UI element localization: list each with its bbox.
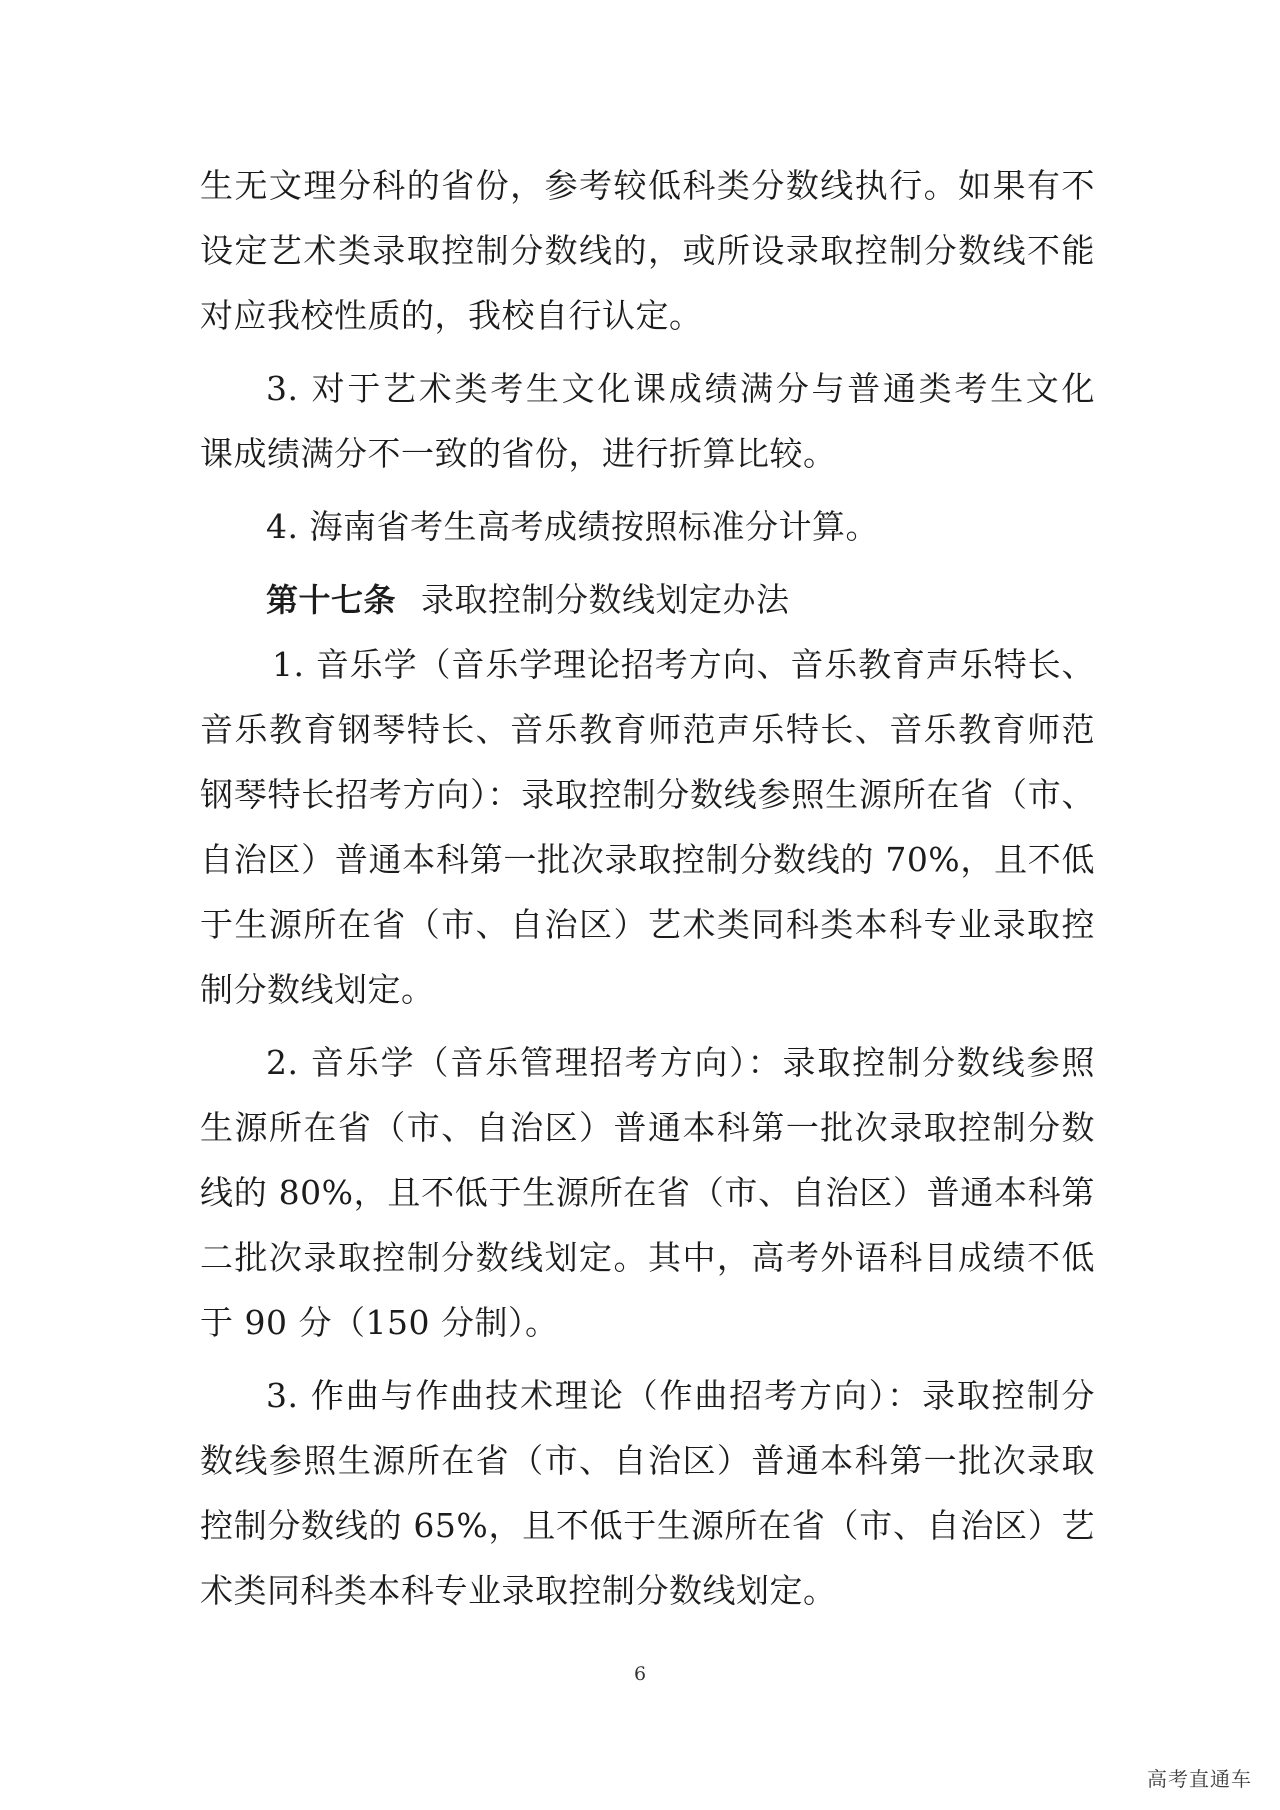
text-line: 4. 海南省考生高考成绩按照标准分计算。 (266, 507, 879, 546)
text-line: 数线参照生源所在省（市、自治区）普通本科第一批次录取 (200, 1441, 1095, 1480)
watermark-text: 高考直通车 (1147, 1767, 1252, 1791)
text-line: 3. 作曲与作曲技术理论（作曲招考方向）：录取控制分 (266, 1376, 1095, 1415)
article-heading (200, 567, 1095, 632)
text-line: 设定艺术类录取控制分数线的，或所设录取控制分数线不能 (200, 231, 1095, 270)
text-line: 自治区）普通本科第一批次录取控制分数线的 70%，且不低 (200, 840, 1095, 879)
text-line: 线的 80%，且不低于生源所在省（市、自治区）普通本科第 (200, 1173, 1095, 1212)
text-line: 对应我校性质的，我校自行认定。 (200, 296, 703, 335)
article-number: 第十七条 (266, 581, 397, 619)
text-line: 1. 音乐学（音乐学理论招考方向、音乐教育声乐特长、 (272, 645, 1095, 684)
text-line: 二批次录取控制分数线划定。其中，高考外语科目成绩不低 (200, 1238, 1095, 1277)
text-line: 术类同科类本科专业录取控制分数线划定。 (200, 1571, 837, 1610)
text-line: 制分数线划定。 (200, 970, 435, 1009)
document-body (200, 153, 1095, 1623)
text-line: 钢琴特长招考方向）：录取控制分数线参照生源所在省（市、 (200, 775, 1095, 814)
text-line: 生源所在省（市、自治区）普通本科第一批次录取控制分数 (200, 1108, 1095, 1147)
text-line: 课成绩满分不一致的省份，进行折算比较。 (200, 434, 837, 473)
text-line: 生无文理分科的省份，参考较低科类分数线执行。如果有不 (200, 166, 1095, 205)
text-line: 控制分数线的 65%，且不低于生源所在省（市、自治区）艺 (200, 1506, 1095, 1545)
text-line: 3. 对于艺术类考生文化课成绩满分与普通类考生文化 (266, 369, 1095, 408)
page-number: 6 (633, 1663, 647, 1685)
text-line: 2. 音乐学（音乐管理招考方向）：录取控制分数线参照 (266, 1043, 1095, 1082)
text-line: 于 90 分（150 分制）。 (200, 1303, 559, 1342)
text-line: 音乐教育钢琴特长、音乐教育师范声乐特长、音乐教育师范 (200, 710, 1095, 749)
text-line: 于生源所在省（市、自治区）艺术类同科类本科专业录取控 (200, 905, 1095, 944)
article-title: 录取控制分数线划定办法 (421, 580, 790, 619)
